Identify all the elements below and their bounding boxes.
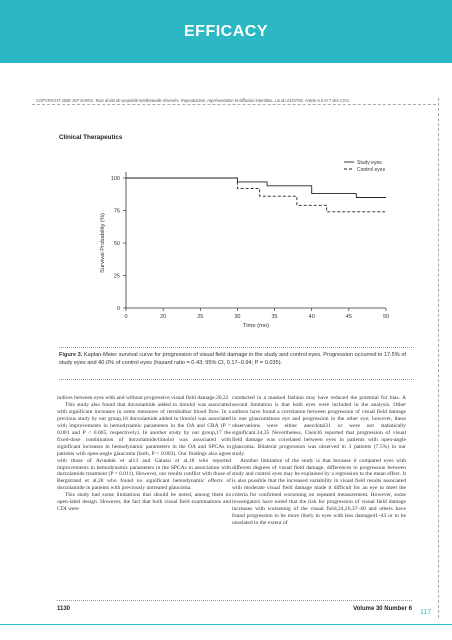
page-number: 1130 xyxy=(57,606,71,612)
x-tick-label: 45 xyxy=(345,314,352,320)
caption-rule-bottom xyxy=(59,379,414,380)
section-banner xyxy=(0,0,452,63)
figure-label: Figure 3. xyxy=(59,352,83,358)
paragraph: conducted in a masked fashion may have reduced the potential for bias. A second limitation is that both eyes were included in the analysis. Other authors have found a correlation between progression of visual field damage in one glaucomatous eye and progression in the other eye; however, these observations were either anecdotal31 or were not statistically significant.34,35 Nevertheless, Chen36 reported that progression of visual field damage was correlated between eyes in patients with open-angle glaucoma. Bilateral progression was observed in 3 patients (7.5%) in our study. xyxy=(232,395,406,457)
figure-caption-text: Kaplan-Meier survival curve for progression of visual field damage in the study and control eyes. Progression occurred in 17.5% of study eyes and 40.0% of control eyes (hazard ratio = 0.43; 95% CI, 0.17–0.94; P = 0.035). xyxy=(59,352,406,367)
y-tick-label: 75 xyxy=(113,208,120,215)
y-tick-label: 100 xyxy=(110,176,120,182)
section-title: EFFICACY xyxy=(184,22,268,40)
figure-caption xyxy=(59,351,414,367)
x-tick-label: 40 xyxy=(308,314,315,320)
paragraph: This study had some limitations that should be noted, among them its open-label design. However, the fact that both visual field examinations and CDI were xyxy=(57,492,231,513)
legend-label: Control eyes xyxy=(357,167,386,173)
paragraph: Another limitation of the study is that because it compared eyes with different degrees of visual field damage, differences in progression between study and control eyes may be explained by a regression to the mean effect. It is also possible that the increased variability in visual field results associated with moderate visual field damage made it difficult for an eye to meet the criteria for confirmed worsening on repeated measurement. However, some investigators have noted that the risk for progression of visual field damage increases with worsening of the visual field,24,26,37–40 and others have found progression to be more likely in eyes with less damage41–43 or to be unrelated to the extent of xyxy=(232,457,406,527)
kaplan-meier-chart xyxy=(86,150,406,340)
x-tick-label: 35 xyxy=(271,314,278,320)
footer-rule xyxy=(57,600,412,601)
y-tick-label: 0 xyxy=(116,306,120,312)
series-line-control-eyes xyxy=(126,178,386,212)
y-tick-label: 50 xyxy=(113,241,120,247)
x-tick-label: 20 xyxy=(160,314,167,320)
document-right-edge xyxy=(438,98,439,618)
slide-number: 117 xyxy=(420,609,432,616)
body-column-right xyxy=(232,395,406,527)
journal-issue: Volume 30 Number 6 xyxy=(353,606,412,612)
copyright-notice: COPYRIGHT 2008 JNT DARIS. Tous droits de propriété intellectuelle réservés. Reproduction, représentation et diffusion interdites. Loi du 01/07/92. Article 6.0 et 7 des CGV. xyxy=(36,98,350,103)
journal-name: Clinical Therapeutics xyxy=(59,134,123,141)
series-line-study-eyes xyxy=(126,178,386,198)
caption-rule-top xyxy=(59,347,414,348)
bottom-accent-line xyxy=(0,624,452,625)
legend-label: Study eyes xyxy=(357,160,382,166)
x-tick-label: 0 xyxy=(124,314,128,320)
document-top-rule xyxy=(32,104,436,105)
paragraph: This study also found that dorzolamide added to timolol was associated with significant increases in some measures of retrobulbar blood flow. In a previous study by our group,16 dorzolamide added to timolol was associated with improvements in hemodynamic parameters in the OA and CRA (P < 0.001 and P < 0.005, respectively). In another study by our group,17 the fixed-dose combination of dorzolamide/timolol was associated with significant increases in hemodynamic parameters in the OA and SPCAs in patients with open-angle glaucoma (both, P < 0.003). Our findings also agree with those of Avunduk et al13 and Galassi et al,18 who reported improvements in hemodynamic parameters in the SPCAs in association with dorzolamide treatment (P = 0.011). However, our results conflict with those of Bergstrand et al,28 who found no significant hemodynamic effects of dorzolamide in patients with previously untreated glaucoma. xyxy=(57,401,231,492)
paragraph: indices between eyes with and without progressive visual field damage.20,22 xyxy=(57,395,229,401)
x-tick-label: 25 xyxy=(197,314,204,320)
body-column-left xyxy=(57,395,231,513)
x-tick-label: 50 xyxy=(382,314,390,320)
y-tick-label: 25 xyxy=(113,273,120,280)
x-tick-label: 30 xyxy=(234,314,241,320)
x-axis-title: Time (mo) xyxy=(242,323,270,329)
y-axis-title: Survival Probability (%) xyxy=(100,213,106,273)
